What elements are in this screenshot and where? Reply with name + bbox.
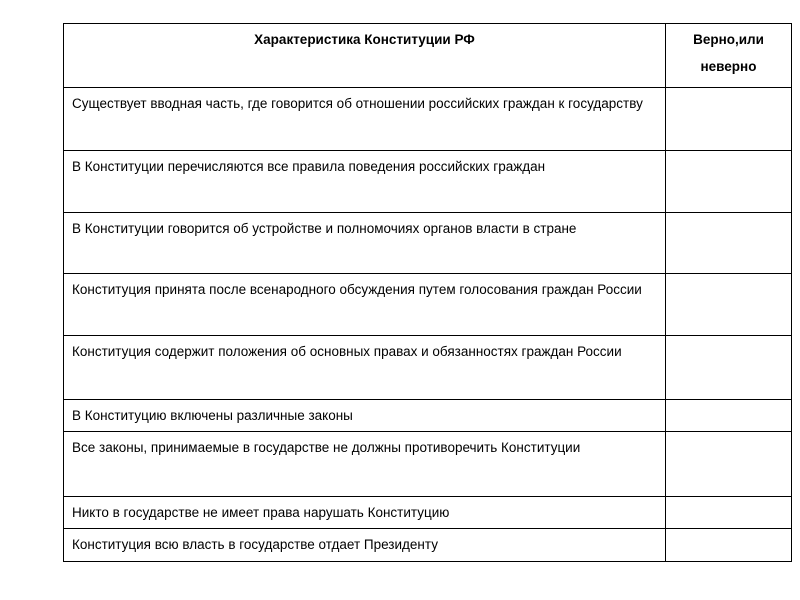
- answer-cell[interactable]: [666, 274, 792, 336]
- column-header-answer: Верно,или неверно: [666, 24, 792, 88]
- table-row: [64, 213, 792, 274]
- constitution-quiz-table: [63, 23, 792, 562]
- answer-cell[interactable]: [666, 432, 792, 497]
- table-row: [64, 274, 792, 336]
- characteristic-cell: Все законы, принимаемые в государстве не должны противоречить Конституции: [64, 432, 666, 497]
- answer-cell[interactable]: [666, 213, 792, 274]
- answer-cell[interactable]: [666, 400, 792, 432]
- table-row: [64, 529, 792, 562]
- answer-cell[interactable]: [666, 88, 792, 151]
- characteristic-cell: Конституция всю власть в государстве отдает Президенту: [64, 529, 666, 562]
- table-row: [64, 336, 792, 400]
- characteristic-cell: В Конституцию включены различные законы: [64, 400, 666, 432]
- answer-cell[interactable]: [666, 529, 792, 562]
- table-row: [64, 88, 792, 151]
- table-header-row: [64, 24, 792, 88]
- table-row: [64, 497, 792, 529]
- characteristic-cell: Конституция содержит положения об основных правах и обязанностях граждан России: [64, 336, 666, 400]
- characteristic-cell: Конституция принята после всенародного обсуждения путем голосования граждан России: [64, 274, 666, 336]
- answer-cell[interactable]: [666, 497, 792, 529]
- table-row: [64, 151, 792, 213]
- characteristic-cell: В Конституции перечисляются все правила поведения российских граждан: [64, 151, 666, 213]
- characteristic-cell: В Конституции говорится об устройстве и полномочиях органов власти в стране: [64, 213, 666, 274]
- characteristic-cell: Никто в государстве не имеет права нарушать Конституцию: [64, 497, 666, 529]
- column-header-characteristic: Характеристика Конституции РФ: [64, 24, 666, 88]
- table-row: [64, 400, 792, 432]
- table-row: [64, 432, 792, 497]
- characteristic-cell: Существует вводная часть, где говорится об отношении российских граждан к государству: [64, 88, 666, 151]
- answer-cell[interactable]: [666, 151, 792, 213]
- answer-cell[interactable]: [666, 336, 792, 400]
